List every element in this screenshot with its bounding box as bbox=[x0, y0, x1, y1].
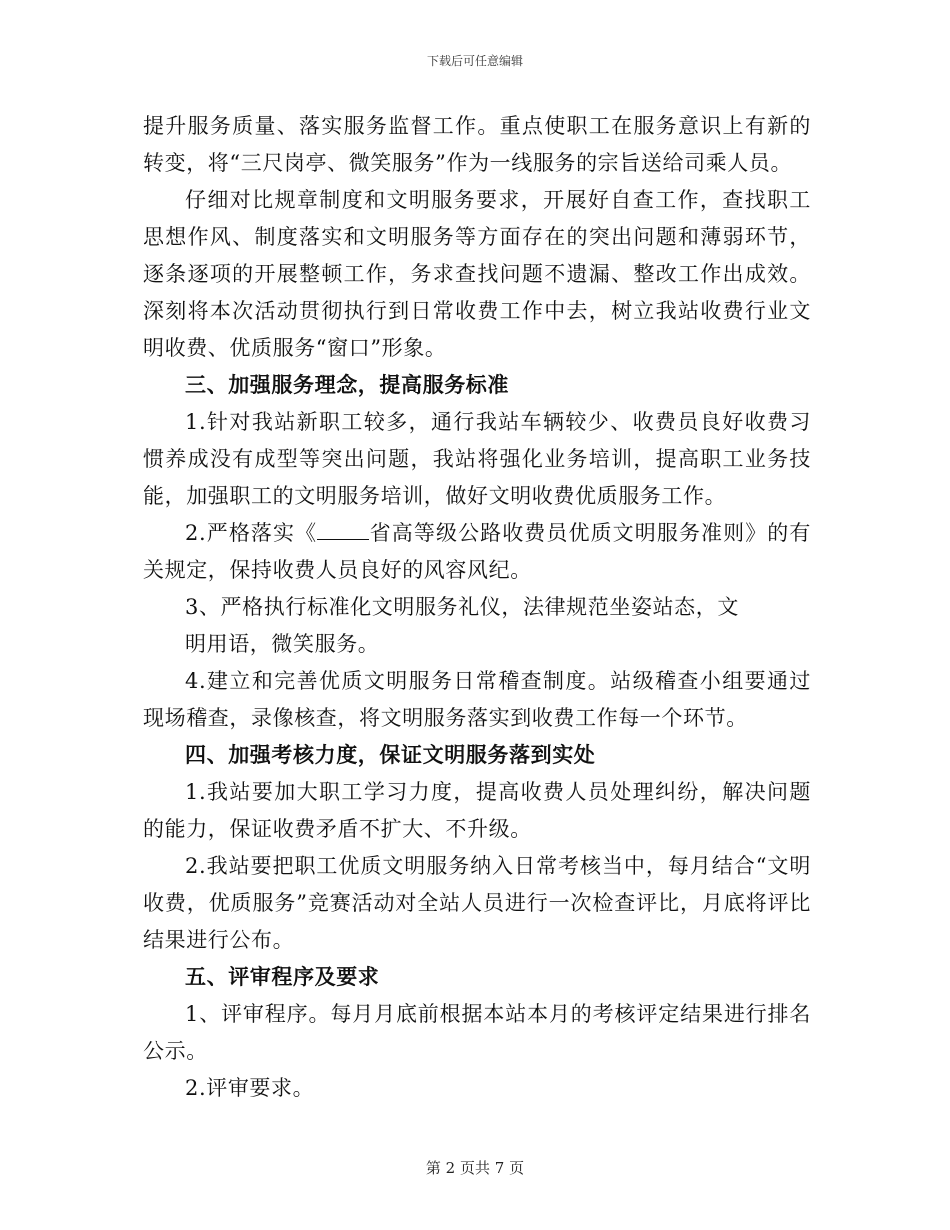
header-note: 下载后可任意编辑 bbox=[426, 54, 523, 68]
paragraph-self-inspection: 仔细对比规章制度和文明服务要求，开展好自查工作，查找职工思想作风、制度落实和文明服务等方面存在的突出问题和薄弱环节，逐条逐项的开展整顿工作，务求查找问题不遗漏、整改工作出成效。深刻将本次活动贯彻执行到日常收费工作中去，树立我站收费行业文明收费、优质服务“窗口”形象。 bbox=[143, 188, 811, 360]
page-footer: 第 2 页共 7 页 bbox=[425, 1159, 525, 1177]
item-3-2-prefix: 2.严格落实《 bbox=[185, 521, 318, 545]
item-3-4: 4.建立和完善优质文明服务日常稽查制度。站级稽查小组要通过现场稽查，录像核查，将文明服务落实到收费工作每一个环节。 bbox=[143, 669, 811, 730]
item-4-1: 1.我站要加大职工学习力度，提高收费人员处理纠纷，解决问题的能力，保证收费矛盾不扩大、不升级。 bbox=[143, 780, 811, 841]
section-heading-4: 四、加强考核力度，保证文明服务落到实处 bbox=[185, 743, 596, 767]
item-3-2 bbox=[143, 515, 811, 589]
item-5-2: 2.评审要求。 bbox=[185, 1076, 315, 1100]
item-3-1: 1.针对我站新职工较多，通行我站车辆较少、收费员良好收费习惯养成没有成型等突出问题，我站将强化业务培训，提高职工业务技能，加强职工的文明服务培训，做好文明收费优质服务工作。 bbox=[143, 410, 811, 508]
paragraph-service-quality: 提升服务质量、落实服务监督工作。重点使职工在服务意识上有新的转变，将“三尺岗亭、微笑服务”作为一线服务的宗旨送给司乘人员。 bbox=[143, 114, 811, 175]
document-body bbox=[143, 108, 811, 1107]
item-3-3-line2: 明用语，微笑服务。 bbox=[185, 632, 380, 656]
section-heading-5: 五、评审程序及要求 bbox=[185, 965, 380, 989]
section-heading-3: 三、加强服务理念，提高服务标准 bbox=[185, 373, 509, 397]
item-3-3-line1: 3、严格执行标准化文明服务礼仪，法律规范坐姿站态，文 bbox=[185, 595, 739, 619]
blank-underline bbox=[317, 521, 369, 540]
item-3-2-suffix: 省高等级公路收费员优质文明服务准则》的有关规定，保持收费人员良好的风容风纪。 bbox=[143, 521, 811, 582]
item-4-2: 2.我站要把职工优质文明服务纳入日常考核当中，每月结合“文明收费，优质服务”竞赛活动对全站人员进行一次检查评比，月底将评比结果进行公布。 bbox=[143, 854, 811, 952]
item-5-1: 1、评审程序。每月月底前根据本站本月的考核评定结果进行排名公示。 bbox=[143, 1002, 811, 1063]
